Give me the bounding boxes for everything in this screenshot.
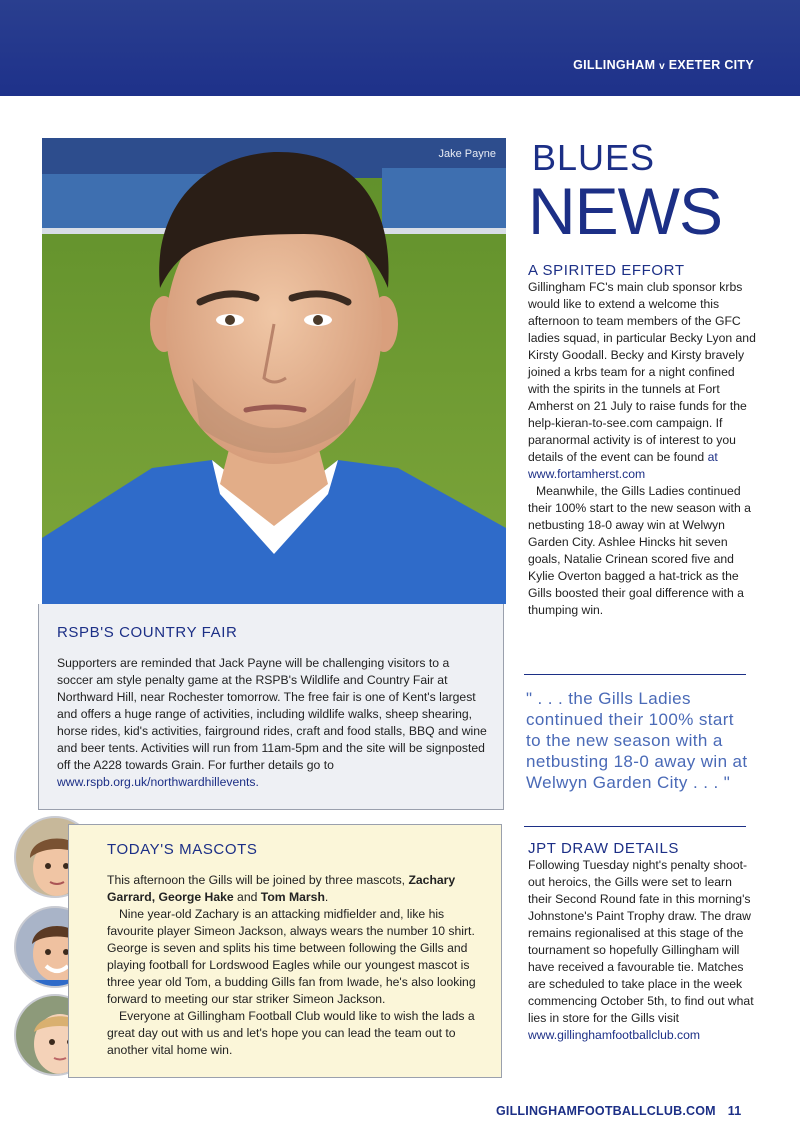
spirited-effort-article [528, 262, 758, 619]
pull-quote: " . . . the Gills Ladies continued their 100% start to the new season with a netbusting 18-0 away win at Welwyn Garden City . . . " [526, 689, 748, 792]
jpt-body-text: Following Tuesday night's penalty shoot-out heroics, the Gills were set to learn their Second Round fate in this morning's Johnstone's Paint Trophy draw. The draw remains regionalised at this stage of the tournament so hopefully Gillingham will have received a favourable tie. Matches are scheduled to take place in the week commencing October 5th, to find out what lies in store for the Gills visit [528, 858, 754, 1025]
page-footer [496, 1104, 741, 1118]
mascots-title: TODAY'S MASCOTS [107, 841, 258, 858]
away-team: EXETER CITY [668, 58, 754, 72]
jpt-draw-article [528, 840, 758, 1044]
mascots-period: . [324, 890, 329, 904]
player-photo [42, 138, 506, 604]
mascots-wishes: Everyone at Gillingham Football Club would like to wish the lads a great day out with us and let's hope you can lead the team out to another vital home win. [107, 1009, 475, 1057]
quote-bottom-rule [524, 826, 746, 827]
mascots-and: and [233, 890, 261, 904]
photo-credit: Jake Payne [438, 148, 496, 160]
spirited-p1-text: Gillingham FC's main club sponsor krbs would like to extend a welcome this afternoon to team members of the GFC ladies squad, in particular Becky Lyon and Kirsty Goodall. Becky and Kirsty bravely joined a krbs team for a night confined with the spirits in the tunnels at Fort Amherst on 21 July to raise funds for the help-kieran-to-see.com campaign. If paranormal activity is of interest to you details of the event can be found [528, 280, 756, 464]
jpt-title: JPT DRAW DETAILS [528, 840, 680, 857]
mascots-details: Nine year-old Zachary is an attacking midfielder and, like his favourite player Simeon Jackson, always wears the number 10 shirt. George is seven and splits his time between following the Gills and playing football for Lordswood Eagles while our youngest mascot is three year old Tom, a budding Gills fan from Iwade, he's also looking forward to meeting our star striker Simeon Jackson. [107, 907, 476, 1006]
header-band [0, 0, 800, 96]
mascot-names-2: Tom Marsh [260, 890, 325, 904]
rspb-link[interactable]: www.rspb.org.uk/northwardhillevents. [57, 775, 259, 789]
footer-site: GILLINGHAMFOOTBALLCLUB.COM [496, 1104, 716, 1118]
spirited-title: A SPIRITED EFFORT [528, 262, 685, 279]
mascots-intro-text: This afternoon the Gills will be joined by three mascots, [107, 873, 409, 887]
mascot-names-1: Zachary Garrard, George Hake [107, 873, 456, 904]
rspb-body [57, 655, 487, 791]
page-number: 11 [727, 1104, 742, 1118]
todays-mascots-box [68, 824, 502, 1078]
jpt-body [528, 857, 758, 1044]
spirited-p1 [528, 279, 758, 483]
home-team: GILLINGHAM [573, 58, 656, 72]
match-title [573, 58, 754, 72]
versus: v [659, 61, 665, 72]
club-website-link[interactable]: www.gillinghamfootballclub.com [528, 1028, 701, 1042]
rspb-country-fair-box [38, 604, 504, 810]
news-heading: NEWS [528, 174, 722, 248]
rspb-body-text: Supporters are reminded that Jack Payne will be challenging visitors to a soccer am style penalty game at the RSPB's Wildlife and Country Fair at Northward Hill, near Rochester tomorrow. The free fair is one of Kent's largest and offers a huge range of activities, including wildlife walks, sheep shearing, horse rides, kid's activities, fairground rides, craft and food stalls, BBQ and wine and beer tents. Activities will run from 11am-5pm and the site will be signposted off the A228 towards Grain. For further details go to [57, 656, 487, 772]
rspb-title: RSPB'S COUNTRY FAIR [57, 624, 238, 641]
fortamherst-link[interactable]: at www.fortamherst.com [528, 450, 718, 481]
mascots-intro [107, 872, 487, 906]
player-portrait [42, 138, 506, 604]
blues-heading: BLUES [532, 137, 656, 178]
spirited-p2: Meanwhile, the Gills Ladies continued their 100% start to the new season with a netbusting 18-0 away win at Welwyn Garden City. Ashlee Hincks hit seven goals, Natalie Crinean scored five and Kylie Overton bagged a hat-trick as the Gills boosted their goal difference with a thumping win. [528, 484, 751, 617]
quote-top-rule [524, 674, 746, 675]
